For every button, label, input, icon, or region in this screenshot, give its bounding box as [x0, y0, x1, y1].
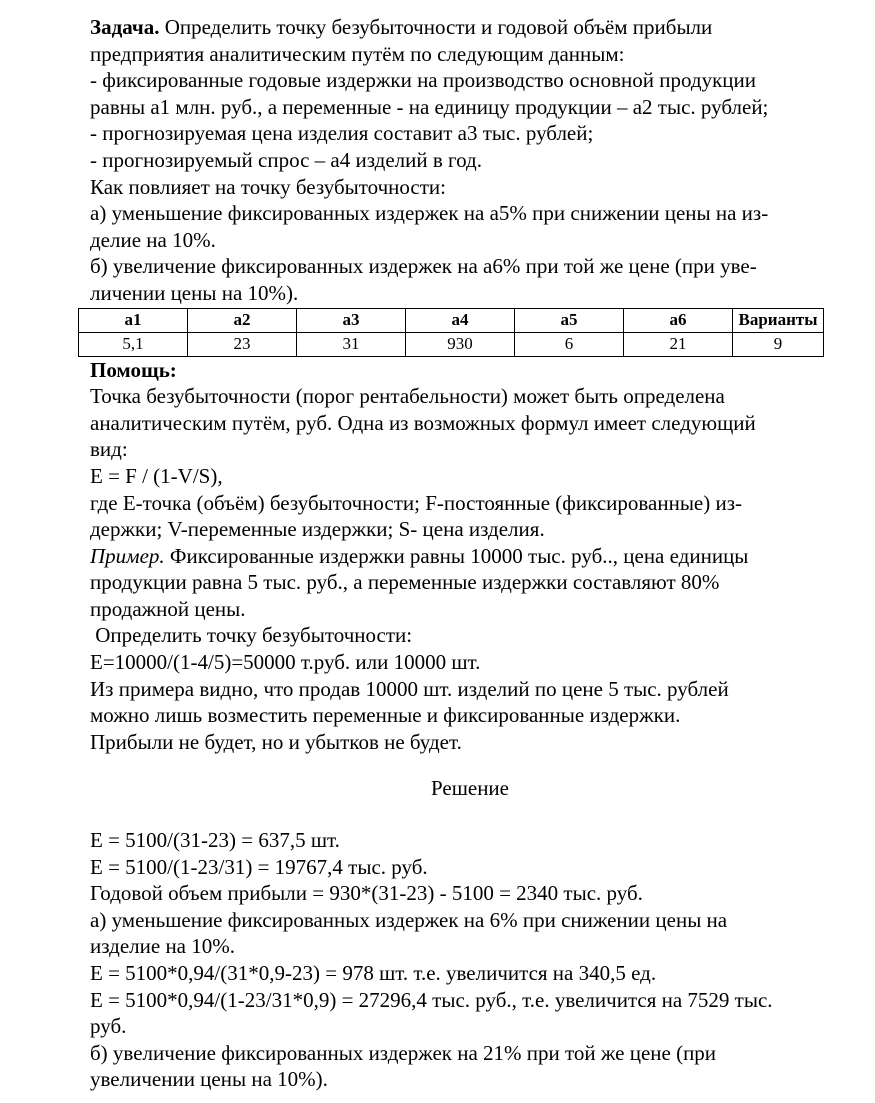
- table-header-cell: а3: [297, 308, 406, 332]
- task-line: делие на 10%.: [90, 227, 216, 252]
- parameters-table: [78, 308, 824, 357]
- solution-section: [90, 755, 850, 1093]
- table-header-cell: а5: [515, 308, 624, 332]
- table-cell: 31: [297, 332, 406, 356]
- table-cell: 21: [624, 332, 733, 356]
- help-line: Точка безубыточности (порог рентабельности) может быть определена: [90, 384, 725, 409]
- solution-line: E = 5100*0,94/(31*0,9-23) = 978 шт. т.е. увеличится на 340,5 ед.: [90, 961, 657, 985]
- task-line: а) уменьшение фиксированных издержек на а5% при снижении цены на из-: [90, 201, 769, 226]
- example-line: E=10000/(1-4/5)=50000 т.руб. или 10000 шт.: [90, 650, 481, 675]
- task-line: - прогнозируемая цена изделия составит а3 тыс. рублей;: [90, 121, 594, 146]
- table-header-cell: а4: [406, 308, 515, 332]
- example-line: Прибыли не будет, но и убытков не будет.: [90, 729, 462, 754]
- example-line: можно лишь возместить переменные и фиксированные издержки.: [90, 703, 681, 728]
- table-header-cell: а2: [188, 308, 297, 332]
- task-line: равны а1 млн. руб., а переменные - на единицу продукции – а2 тыс. рублей;: [90, 94, 769, 119]
- help-section: [90, 357, 850, 756]
- table-header-cell: Варианты: [733, 308, 824, 332]
- formula: E = F / (1-V/S),: [90, 463, 223, 488]
- solution-line: Годовой объем прибыли = 930*(31-23) - 5100 = 2340 тыс. руб.: [90, 881, 643, 906]
- task-line: - фиксированные годовые издержки на производство основной продукции: [90, 68, 756, 93]
- solution-line: E = 5100/(1-23/31) = 19767,4 тыс. руб.: [90, 854, 428, 879]
- example-text: Фиксированные издержки равны 10000 тыс. руб.., цена единицы: [164, 543, 749, 568]
- solution-line: увеличении цены на 10%).: [90, 1067, 328, 1092]
- table-header-cell: а6: [624, 308, 733, 332]
- table-cell: 930: [406, 332, 515, 356]
- solution-line: E = 5100/(31-23) = 637,5 шт.: [90, 828, 340, 853]
- task-line: Как повлияет на точку безубыточности:: [90, 174, 446, 199]
- task-line: личении цены на 10%).: [90, 280, 299, 305]
- table-header-cell: а1: [79, 308, 188, 332]
- task-line: предприятия аналитическим путём по следующим данным:: [90, 41, 625, 66]
- task-label: Задача.: [90, 15, 160, 39]
- table-cell: 5,1: [79, 332, 188, 356]
- table-header-row: [79, 308, 824, 332]
- task-line: - прогнозируемый спрос – а4 изделий в год.: [90, 147, 482, 172]
- solution-title: Решение: [430, 776, 509, 801]
- table-row: [79, 332, 824, 356]
- document-page: [90, 14, 850, 1093]
- help-title: Помощь:: [90, 357, 177, 382]
- example-line: Определить точку безубыточности:: [90, 623, 413, 648]
- help-line: аналитическим путём, руб. Одна из возможных формул имеет следующий: [90, 410, 756, 435]
- task-first-line: [90, 14, 850, 41]
- table-cell: 9: [733, 332, 824, 356]
- solution-line: руб.: [90, 1014, 127, 1039]
- task-text: Определить точку безубыточности и годовой объём прибыли: [164, 15, 713, 39]
- example-first-line: [90, 543, 850, 570]
- example-line: Из примера видно, что продав 10000 шт. изделий по цене 5 тыс. рублей: [90, 676, 729, 701]
- solution-line: а) уменьшение фиксированных издержек на 6% при снижении цены на: [90, 907, 728, 932]
- help-line: держки; V-переменные издержки; S- цена изделия.: [90, 517, 545, 542]
- solution-line: E = 5100*0,94/(1-23/31*0,9) = 27296,4 тыс. руб., т.е. увеличится на 7529 тыс.: [90, 987, 773, 1012]
- example-line: продажной цены.: [90, 596, 246, 621]
- help-line: вид:: [90, 437, 128, 462]
- example-line: продукции равна 5 тыс. руб., а переменные издержки составляют 80%: [90, 570, 720, 595]
- example-label: Пример.: [90, 543, 165, 568]
- table-cell: 6: [515, 332, 624, 356]
- solution-line: изделие на 10%.: [90, 934, 236, 959]
- help-line: где Е-точка (объём) безубыточности; F-постоянные (фиксированные) из-: [90, 490, 743, 515]
- task-section: [90, 14, 850, 307]
- task-line: б) увеличение фиксированных издержек на а6% при той же цене (при уве-: [90, 254, 757, 279]
- solution-line: б) увеличение фиксированных издержек на 21% при той же цене (при: [90, 1040, 717, 1065]
- table-cell: 23: [188, 332, 297, 356]
